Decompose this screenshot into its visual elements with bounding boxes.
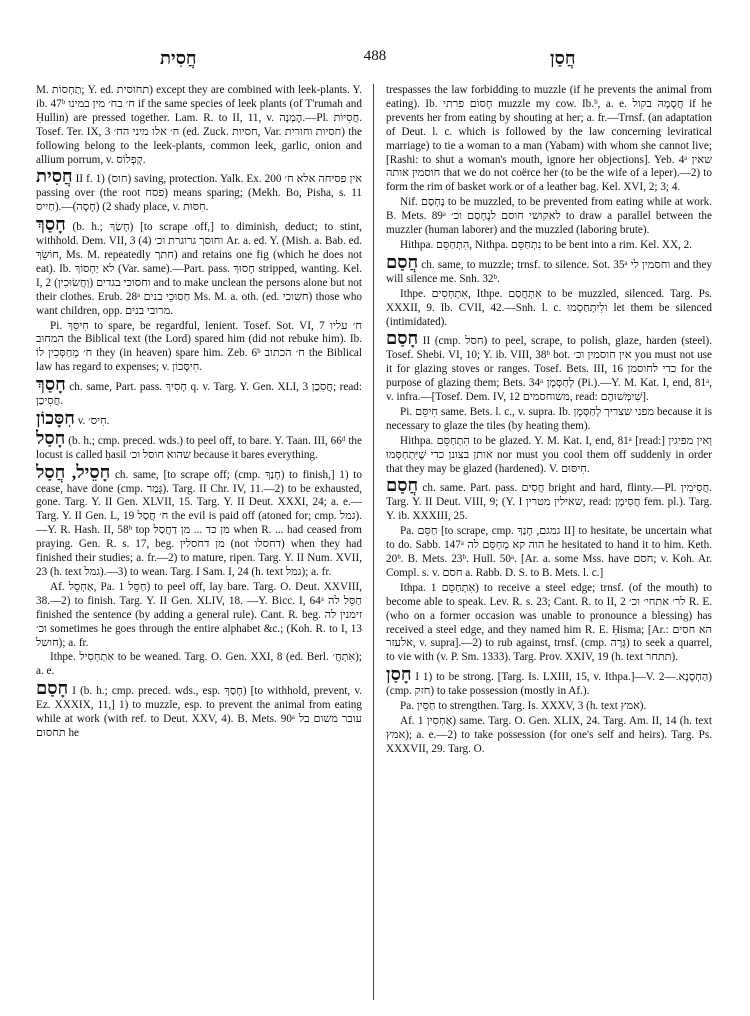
entry-text: Ithpe. אִתְחְסִים, Ithpe. אִתְחֲסַם to be muzzled, silenced. Targ. Ps. XXXII, 9. Ib. CVII, 42.—Snh. l. c. ולִיתְחַסְמוּ let them be silenced (intimidated).	[386, 287, 712, 328]
running-head-right: חֲסַן	[550, 48, 576, 68]
dictionary-subentry	[386, 435, 712, 477]
right-column	[386, 84, 712, 1008]
entry-text: v. חִיס׳.	[77, 414, 110, 427]
dictionary-entry	[36, 461, 362, 580]
dictionary-subentry	[386, 715, 712, 757]
entry-text: Af. אַחְסֵל, Pa. חַסֵּל 1) to peel off, lay bare. Targ. O. Deut. XXVIII, 38.—2) to finish. Targ. Y. II Gen. XLIV, 18. —Y. Bicc. I, 64ᵃ חַסֵּל לה finished the sentence (by adding a general rule). Cant. R. beg. זימנין לה וכ׳ sometimes he goes through the entire alphabet &c.; (Koh. R. to I, 13 חושל); a. fr.	[36, 580, 362, 649]
column-divider	[373, 84, 374, 1000]
dictionary-subentry	[36, 320, 362, 376]
entry-text: Pa. חַסֵּין to strengthen. Targ. Is. XXXV, 3 (h. text אמץ).	[400, 700, 647, 713]
entry-text: Nif. נֶחְסַם to be muzzled, to be prevented from eating while at work. B. Mets. 89ᵃ לאקושי חוסם לנֶחְסַם וכ׳ to draw a parallel between the muzzler (human laborer) and the muzzled (laboring brute).	[386, 196, 712, 237]
dictionary-subentry	[386, 196, 712, 238]
entry-text: Pi. חִיסֵּם same. Bets. l. c., v. supra. Ib. מפני שצריך לְחַסְּמָן because it is necessary to glaze the tiles (by heating them).	[386, 405, 712, 432]
entry-text: (b. h.; חָשַׂךְ) [to scrape off,] to diminish, deduct; to stint, withhold. Dem. VII, 3 (4) וחוסך גרוגרת וכ׳ Ar. a. ed. Y. (Mish. a. Bab. ed. חוֹשֵׂךְ, Ms. M. repeatedly חתך) and retains one fig (which he does not eat). Ib. לא יַחְסוֹךְ (Var. same).—Part. pass. חָסוּךְ stripped, wanting. Kel. I, 2 (וְחֲשׂוּכִין) וחסוכי בגדים and to make unclean the persons alone but not their clothes. Erub. 28ᵃ חַסוּכֵי בנים Ms. M. a. oth. (ed. חשוכי) those who want children, opp. מרובי בנים.	[36, 221, 362, 317]
entry-headword: חִסָּכוֹן	[36, 407, 75, 428]
dictionary-entry	[36, 84, 362, 167]
dictionary-subentry	[36, 651, 362, 679]
dictionary-subentry	[386, 239, 712, 253]
dictionary-entry	[386, 666, 712, 699]
entry-headword: חֲסַם	[386, 475, 419, 496]
entry-headword: חֲסִית	[36, 166, 73, 187]
dictionary-entry	[36, 216, 362, 318]
entry-text: ch. same, Part. pass. חָסִיךְ q. v. Targ. Y. Gen. XLI, 3 חֲסִכַן; read: חֲסִיכַן.	[36, 381, 362, 408]
page-number: 488	[363, 48, 387, 64]
dictionary-entry	[36, 168, 362, 215]
entry-text: Af. אַחְסִין 1) same. Targ. O. Gen. XLIX, 24. Targ. Am. II, 14 (h. text אמץ); a. e.—2) to take possession (for one's self and heirs). Targ. Ps. XXXVII, 29. Targ. O.	[386, 714, 712, 755]
entry-headword: חֲסַם	[386, 251, 419, 272]
entry-text: ch. same, to muzzle; trnsf. to silence. Sot. 35ᵃ וחסמין לי and they will silence me. Snh. 32ᵇ.	[386, 258, 712, 285]
dictionary-subentry	[386, 406, 712, 434]
dictionary-entry	[36, 407, 362, 429]
dictionary-entry	[386, 84, 712, 195]
dictionary-subentry	[386, 582, 712, 665]
entry-text: trespasses the law forbidding to muzzle (if he prevents the animal from eating). Ib. חָסוֹם פרתי muzzle my cow. Ib.ᵇ, a. e. חֲסָמָהּ בקול if he prevents her from eating by shouting at her; a. fr.—Trnsf. (an adaptation of Deut. l. c. which is followed by the law concerning leviratical marriage) to tie a woman to a man (Yabam) with whom she cannot live; [Rashi: to shut a woman's mouth, ignore her objections]. Yeb. 4ᵃ שאין חוסמין אותה that we do not coërce her (to be the wife of a leper).—2) to form the rim of basket work or of a leather bag. Kel. XVI, 2; 3; 4.	[386, 84, 712, 194]
entry-text: Pi. חִיסֵּךְ to spare, be regardful, lenient. Tosef. Sot. VI, 7 ח׳ עליו המחוב the Biblical text (the Lord) spared him (did not rebuke him). Ib. ח׳ מְחַסְּכִין לוֹ they (in heaven) spare him. Zeb. 6ᵇ ח׳ הכתוב the Biblical law has regard to expenses; v. חִיסָּכוֹן.	[36, 319, 362, 374]
entry-text: II (cmp. חסל) to peel, scrape, to polish, glaze, harden (steel). Tosef. Shebi. VI, 10; Y. ib. VIII, 38ᵇ bot. אין חוסמין וכ׳ you must not use it for glazing stoves or ranges. Tosef. Bets. III, 16 כדי לחוסמן for the purpose of glazing them; Bets. 34ᵃ לְחַסְּמָן (Pi.).—Y. M. Kat. I, end, 81ᵃ, v. infra.—[Tosef. Dem. IV, 12 משוחסמים, read: שִׁימְּשׁוּהֶם].	[386, 335, 712, 404]
dictionary-entry	[36, 427, 362, 463]
entry-text: M. תַחְסוֹת; Y. ed. תחוסית) except they are combined with leek-plants. Y. ib. 47ᵇ ח׳ בח׳ מין במינו if the same species of leek plants (of T'rumah and Ḥullin) are pressed together. Lam. R. to II, 11, v. הֶמְנָה.—Pl. חֲסִיוֹת. Tosef. Ter. IX, 3 ח׳ אלו מיני הח׳ (ed. Zuck. חסיות, Var. חסיות וחורית) the following belong to the leek-plants, common leek, garlic, onion and allium porrum, v. קְפְלוֹס.	[36, 84, 362, 166]
entry-text: ch. same. Part. pass. חֲסִים bright and hard, flinty.—Pl. חֲסִימִין. Targ. Y. II Deut. VIII, 9; (Y. I שאילין מטרין, read: חֲסִימָן fem. pl.). Targ. Y. ib. XXXIII, 25.	[386, 482, 712, 523]
dictionary-entry	[36, 680, 362, 741]
dictionary-entry	[386, 477, 712, 524]
entry-headword: חָסַם	[386, 328, 419, 349]
dictionary-subentry	[36, 581, 362, 651]
dictionary-entry	[386, 251, 712, 287]
entry-text: (b. h.; cmp. preced. wds.) to peel off, to bare. Y. Taan. III, 66ᵈ the locust is called ḥasil שהוא חוסל וכ׳ because it bares everything.	[36, 434, 362, 461]
entry-text: Ithpe. אִתְחְסִיל to be weaned. Targ. O. Gen. XXI, 8 (ed. Berl. אִתְחֲ׳); a. e.	[36, 651, 362, 678]
entry-headword: חָסַךְ	[36, 374, 66, 395]
entry-headword: חָסַל	[36, 427, 66, 448]
entry-text: II f. 1) (חוס) saving, protection. Yalk. Ex. 200 אין פסיחה אלא ח׳ passing over (the root פסח) means sparing; (Mekh. Bo, Pisha, s. 11 חַיִיס).—2) (חָסָה) shady place, v. חִסּוּת.	[36, 173, 362, 214]
entry-headword: חָסֵיל, חֲסַל	[36, 461, 111, 482]
entry-text: Ithpa. אִתְחַסֵּם 1) to receive a steel edge; trnsf. (of the mouth) to become able to speak. Lev. R. s. 23; Cant. R. to II, 2 לר׳ אתחי׳ וכ׳ R. E. (who on a former occasion was unable to pronounce a blessing) has received a steel edge, and they named him R. E. Ḥisma; [Ar.: הא חסים אלעזר, v. supra].—2) to rub against, trnsf. (cmp. גָּרָה) to seek a quarrel, to vie with (v. P. Sm. 1333). Targ. Prov. XXIV, 19 (h. text תתחר).	[386, 581, 712, 664]
dictionary-entry	[386, 330, 712, 405]
entry-text: Hithpa. הִתְחַסֵּם, Nithpa. נִתְחַסֵּם to be bent into a rim. Kel. XX, 2.	[400, 238, 693, 251]
left-column	[36, 84, 362, 1008]
dictionary-entry	[36, 376, 362, 409]
entry-headword: חָסַם	[36, 678, 69, 699]
entry-text: Pa. חַסֵּם [to scrape, cmp. גמגם, חָנַךְ II] to hesitate, be uncertain what to do. Sabb. 147ᵃ הוה קא מְחַסֵּם לה he hesitated to hand it to him. Keth. 20ᵇ. B. Mets. 23ᵇ. Hull. 50ᵃ. [Ar. a. some Mss. have חסם; v. Koh. Ar. Compl. s. v. חסם a. Rabb. D. S. to B. Mets. l. c.]	[386, 525, 712, 579]
entry-headword: חָסַן	[386, 664, 412, 685]
entry-headword: חָסַךְ	[36, 214, 66, 235]
dictionary-subentry	[386, 525, 712, 581]
entry-text: ch. same, [to scrape off; (cmp. חָנַךְ) to finish,] 1) to cease, have done (cmp. גְּמַר). Targ. II Chr. IV, 11.—2) to be exhausted, gone. Targ. Y. II Gen. XLVII, 15. Targ. Y. II Deut. XXXI, 24; a. e.—Targ. Y. II Gen. L, 19 ח׳ חֲסַל the evil is paid off (atoned for; cmp. גמל).—Y. R. Hash. II, 58ᵇ top מן כד ... מן דַחֲסַל when R. ... had ceased from praying. Gen. R. s. 17, beg. מן דחסלין (not דחסלו) when they had finished their studies; a. fr.—2) to mature, ripen. Targ. Y. II Num. XVII, 23 (h. text גמל).—3) to wean. Targ. I Sam. I, 24 (h. text גמל); a. fr.	[36, 468, 362, 578]
entry-text: I (b. h.; cmp. preced. wds., esp. חָסַךְ) [to withhold, prevent, v. Ez. XXXIX, 11,] 1) to muzzle, esp. to prevent the animal from eating while at work (with ref. to Deut. XXV, 4). B. Mets. 90ᵃ עובר משום בל תחסום he	[36, 685, 362, 739]
entry-text: I 1) to be strong. [Targ. Is. LXIII, 15, v. Ithpa.]—V. הַחְסָנָא.—2) (cmp. חזק) to take possession (mostly in Af.).	[386, 671, 712, 698]
running-head-left: חֲסִית	[160, 48, 197, 68]
page-header	[0, 42, 750, 72]
dictionary-subentry	[386, 288, 712, 330]
dictionary-subentry	[386, 700, 712, 714]
entry-text: Hithpa. הִתְחַסֵּם to be glazed. Y. M. Kat. I, end, 81ᵃ [read:] וְאִין מפיגין אותן בצונן כדי שֶׁיִּתְחַסְּמוּ nor must you cool them off suddenly in order that they may be glazed (hardened). V. חִיסּוּם.	[386, 434, 712, 475]
